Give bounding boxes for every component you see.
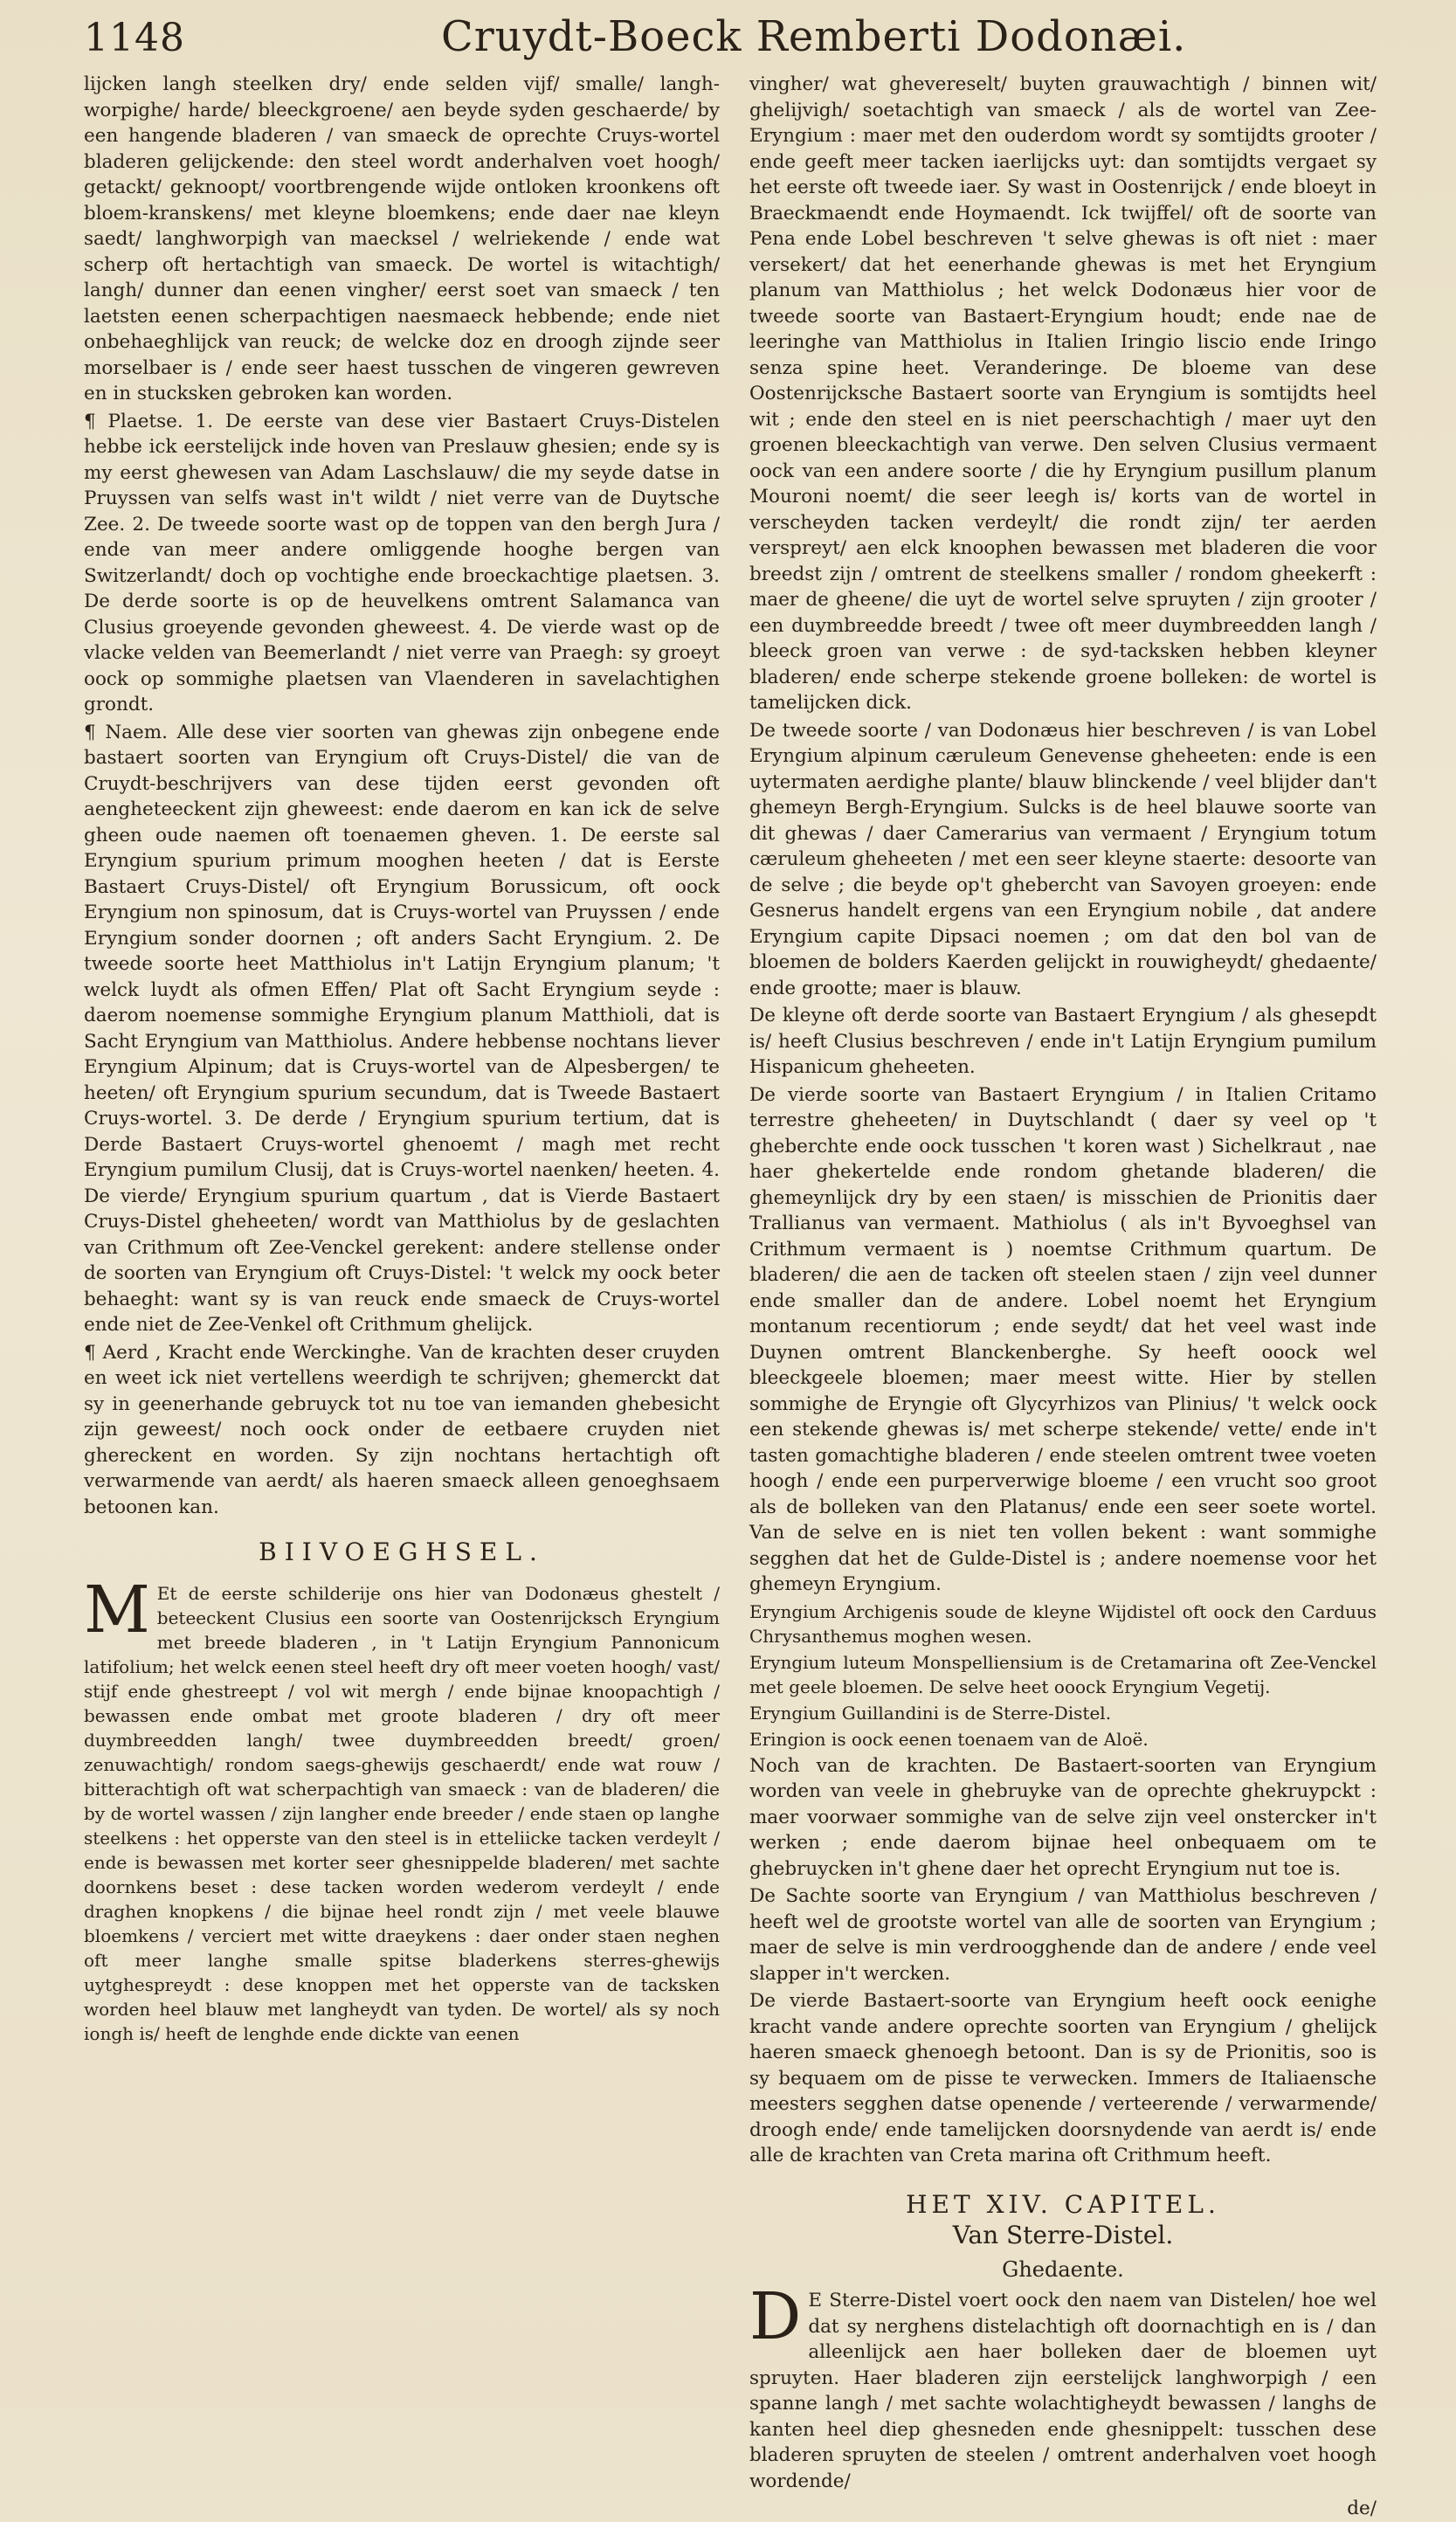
chapter-title: Van Sterre-Distel. — [952, 2221, 1174, 2249]
addendum-heading: BIIVOEGHSEL. — [259, 1537, 545, 1566]
page-number: 1148 — [84, 16, 185, 60]
properties-paragraph: ¶ Aerd , Kracht ende Werckinghe. Van de krachten deser cruyden en weet ick niet vertellens weerdigh te schrijven; ghemerckt dat sy in geenerhande gebruyck tot nu toe van iemanden ghebesicht zijn geweest/ noch oock onder de eetbaere cruyden niet ghereckent en worden. Sy zijn nochtans hertachtigh oft verwarmende van aerdt/ als haeren smaeck alleen genoeghsaem betoonen kan. — [84, 1341, 720, 1518]
left-column — [84, 72, 720, 2378]
vierde-paragraph: De vierde Bastaert-soorte van Eryngium heeft oock eenighe kracht vande andere oprechte soorten van Eryngium / ghelijck haeren smaeck ghenoegh betoont. Dan is sy de Prionitis, soo is sy bequaem om de pisse te verwecken. Immers de Italiaensche meesters segghen datse openende / verteerende / verwarmende/ droogh ende/ ende tamelijcken doorsnydende van aerdt is/ ende alle de krachten van Creta marina oft Crithmum heeft. — [749, 1990, 1377, 2166]
right-paragraph-4: De vierde soorte van Bastaert Eryngium / in Italien Critamo terrestre gheheeten/ in Duytschlandt ( daer sy veel op 't gheberchte ende oock tusschen 't koren wast ) Sichelkraut , nae haer ghekertelde ende rondom ghetande bladeren/ die ghemeynlijck dry by een staen/ is misschien de Prionitis daer Trallianus van vermaent. Mathiolus ( als in't Byvoeghsel van Crithmum vermaent is ) noemtse Crithmum quartum. De bladeren/ die aen de tacken oft steelen staen / zijn veel dunner ende smaller dan de andere. Lobel noemt het Eryngium montanum recentiorum ; ende seydt/ dat het veel wast inde Duynen omtrent Blanckenberghe. Sy heeft ooock wel bleeckgeele bloemen; maer meest witte. Hier by stellen sommighe de Eryngie oft Glycyrhizos van Plinius/ 't welck oock een stekende ghewas is/ met scherpe stekende/ vette/ ende in't tasten gomachtighe bladeren / ende steelen omtrent twee voeten hoogh / ende een purperverwige bloeme / een vrucht soo groot als de bolleken van den Platanus/ ende een seer soete wortel. Van de selve en is niet ten vollen bekent : want sommighe segghen dat het de Gulde-Distel is ; andere noemense voor het ghemeyn Eryngium. — [749, 1083, 1377, 1595]
short-line-3: Eryngium Guillandini is de Sterre-Distel. — [749, 1702, 1112, 1724]
short-line-1: Eryngium Archigenis soude de kleyne Wijdistel oft oock den Carduus Chrysanthemus moghen wesen. — [749, 1600, 1377, 1647]
addendum-paragraph — [84, 1572, 720, 2046]
running-title: Cruydt-Boeck Remberti Dodonæi. — [441, 12, 1187, 61]
name-paragraph: ¶ Naem. Alle dese vier soorten van ghewas zijn onbegene ende bastaert soorten van Eryngium oft Cruys-Distel/ die van de Cruydt-beschrijvers van dese tijden eerst gevonden oft aengheteeckent zijn gheweest: ende daerom en kan ick de selve gheen oude naemen oft toenaemen gheven. 1. De eerste sal Eryngium spurium primum mooghen heeten / dat is Eerste Bastaert Cruys-Distel/ oft Eryngium Borussicum, oft oock Eryngium non spinosum, dat is Cruys-wortel van Pruyssen / ende Eryngium sonder doornen ; oft anders Sacht Eryngium. 2. De tweede soorte heet Matthiolus in't Latijn Eryngium planum; 't welck luydt als ofmen Effen/ Plat oft Sacht Eryngium seyde : daerom noemense sommighe Eryngium planum Matthioli, dat is Sacht Eryngium van Matthiolus. Andere hebbense nochtans liever Eryngium Alpinum; dat is Cruys-wortel van de Alpesbergen/ te heeten/ oft Eryngium spurium secundum, dat is Tweede Bastaert Cruys-wortel. 3. De derde / Eryngium spurium tertium, dat is Derde Bastaert Cruys-wortel ghenoemt / magh met recht Eryngium pumilum Clusij, dat is Cruys-wortel naenken/ heeten. 4. De vierde/ Eryngium spurium quartum , dat is Vierde Bastaert Cruys-Distel gheheeten/ wordt van Matthiolus by de geslachten van Crithmum oft Zee-Venckel gerekent: andere stellense onder de soorten van Eryngium oft Cruys-Distel: 't welck my oock beter behaeght: want sy is van reuck ende smaeck de Cruys-wortel ende niet de Zee-Venkel oft Crithmum ghelijck. — [84, 721, 720, 1336]
catchword: de/ — [1347, 2498, 1377, 2519]
chapter-subhead: Ghedaente. — [1002, 2256, 1124, 2282]
short-line-4: Eringion is oock eenen toenaem van de Aloë. — [749, 1728, 1149, 1750]
chapter-heading: HET XIV. CAPITEL. — [906, 2189, 1220, 2219]
description-paragraph: lijcken langh steelken dry/ ende selden vijf/ smalle/ langh-worpighe/ harde/ bleeckgroene/ aen beyde syden geschaerde/ by een hangende bladeren / van smaeck de oprechte Cruys-wortel bladeren gelijckende: den steel wordt anderhalven voet hoogh/ getackt/ geknoopt/ voortbrengende wijde ontloken kroonkens oft bloem-kranskens/ met kleyne bloemkens; ende daer nae kleyn saedt/ langhworpigh van maecksel / welriekende / ende wat scherp oft hertachtigh van smaeck. De wortel is witachtigh/ langh/ dunner dan eenen vingher/ eerst soet van smaeck / ten laetsten eenen scherpachtigen naesmaeck hebbende; ende niet onbehaeghlijck van reuck; de welcke doz en droogh zijnde seer morselbaer is / ende seer haest tusschen de vingeren gewreven en in stucksken gebroken kan worden. — [84, 73, 720, 404]
chapter-text: E Sterre-Distel voert oock den naem van Distelen/ hoe wel dat sy nerghens distelachtigh oft doornachtigh en is / dan alleenlijck aen haer bolleken daer de bloemen uyt spruyten. Haer bladeren zijn eerstelijck langhworpigh / een spanne langh / met sachte wolachtigheydt bewassen / langhs de kanten heel diep ghesneden ende ghesnippelt: tusschen dese bladeren spruyten de steelen / omtrent anderhalven voet hoogh wordende/ — [749, 2290, 1377, 2492]
chapter-dropcap: D — [749, 2279, 802, 2354]
chapter-paragraph — [749, 2279, 1377, 2494]
short-line-2: Eryngium luteum Monspelliensium is de Cretamarina oft Zee-Venckel met geele bloemen. De selve heet ooock Eryngium Vegetij. — [749, 1651, 1377, 1697]
powers-paragraph: Noch van de krachten. De Bastaert-soorten van Eryngium worden van veele in ghebruyke van de oprechte ghekruypckt : maer voorwaer sommighe van de selve zijn veel onstercker in't werken ; ende daerom bijnae heel onbequaem om te ghebruycken in't ghene daer het oprecht Eryngium nut toe is. — [749, 1754, 1377, 1880]
running-head — [0, 12, 1456, 65]
right-paragraph-3: De kleyne oft derde soorte van Bastaert Eryngium / als ghesepdt is/ heeft Clusius beschreven / ende in't Latijn Eryngium pumilum Hispanicum gheheeten. — [749, 1005, 1377, 1078]
right-paragraph-2: De tweede soorte / van Dodonæus hier beschreven / is van Lobel Eryngium alpinum cæruleum Genevense gheheeten: ende is een uytermaten aerdighe plante/ blauw blinckende / veel blijder dan't ghemeyn Bergh-Eryngium. Sulcks is de heel blauwe soorte van dit ghewas / daer Camerarius van vermaent / Eryngium totum cæruleum gheheeten / met een seer kleyne staerte: desoorte van de selve ; die beyde op't ghebercht van Savoyen groeyen: ende Gesnerus handelt ergens van een Eryngium nobile , dat andere Eryngium capite Dipsaci noemen ; om dat den bol van de bloemen de bolders Kaerden gelijckt in rouwigheydt/ ghedaente/ ende grootte; maer is blauw. — [749, 719, 1377, 999]
sachte-paragraph: De Sachte soorte van Eryngium / van Matthiolus beschreven / heeft wel de grootste wortel van alle de soorten van Eryngium ; maer de selve is min verdroogghende dan de andere / ende veel slapper in't wercken. — [749, 1885, 1377, 1985]
place-paragraph: ¶ Plaetse. 1. De eerste van dese vier Bastaert Cruys-Distelen hebbe ick eerstelijck inde hoven van Preslauw ghesien; ende sy is my eerst ghewesen van Adam Laschslauw/ die my seyde datse in Pruyssen van selfs wast in't wildt / niet verre van de Duytsche Zee. 2. De tweede soorte wast op de toppen van den bergh Jura / ende van meer andere omliggende hooghe bergen van Switzerlandt/ doch op vochtighe ende broeckachtige plaetsen. 3. De derde soorte is op de heuvelkens omtrent Salamanca van Clusius groeyende gevonden gheweest. 4. De vierde wast op de vlacke velden van Beemerlandt / niet verre van Praegh: sy groeyt oock op sommighe plaetsen van Vlaenderen in savelachtighen grondt. — [84, 410, 720, 715]
addendum-text: Et de eerste schilderije ons hier van Dodonæus ghestelt / beteeckent Clusius een soorte van Oostenrijcksch Eryngium met breede bladeren , in 't Latijn Eryngium Pannonicum latifolium; het welck eenen steel heeft dry oft meer voeten hoogh/ vast/ stijf ende ghestreept / vol wit mergh / ende bijnae knoopachtigh / bewassen ende ombat met groote bladeren / dry oft meer duymbreedden langh/ twee duymbreedden breedt/ groen/ zenuwachtigh/ rondom saegs-ghewijs geschaerdt/ ende wat rouw / bitterachtigh oft wat scherpachtigh van smaeck : van de bladeren/ die by de wortel wassen / zijn langher ende breeder / ende staen op langhe steelkens : het opperste van den steel is in etteliicke tacken verdeylt / ende is bewassen met korter seer ghesnippelde bladeren/ met sachte doornkens beset : dese tacken worden wederom verdeylt / ende draghen knopkens / die bijnae heel rondt zijn / met veele blauwe bloemkens / verciert met witte draeykens : daer onder staen neghen oft meer langhe smalle spitse bladerkens sterres-ghewijs uytghespreydt : dese knoppen met het opperste van de tacksken worden heel blauw met langheydt van tyden. De wortel/ als sy noch iongh is/ heeft de lenghde ende dickte van eenen — [84, 1582, 720, 2044]
right-paragraph-1: vingher/ wat ghevereselt/ buyten grauwachtigh / binnen wit/ ghelijvigh/ soetachtigh van smaeck / als de wortel van Zee-Eryngium : maer met den ouderdom wordt sy somtijdts grooter / ende geeft meer tacken iaerlijcks uyt: dan somtijdts vergaet sy het eerste oft tweede iaer. Sy wast in Oostenrijck / ende bloeyt in Braeckmaendt ende Hoymaendt. Ick twijffel/ oft de soorte van Pena ende Lobel beschreven 't selve ghewas is oft niet : maer versekert/ dat het eenerhande ghewas is met het Eryngium planum van Matthiolus ; het welck Dodonæus hier voor de tweede soorte van Bastaert-Eryngium houdt; ende nae de leeringhe van Matthiolus in Italien Iringio liscio ende Iringo senza spine heet. Veranderinge. De bloeme van dese Oostenrijcksche Bastaert soorte van Eryngium is somtijdts heel wit ; ende den steel en is niet peerschachtigh / maer uyt den groenen bleeckachtigh van verwe. Den selven Clusius vermaent oock van een andere soorte / die hy Eryngium pusillum planum Mouroni noemt/ die seer leegh is/ korts van de wortel in verscheyden tacken verdeylt/ die rondt zijn/ ter aerden verspreyt/ aen elck knoophen bewassen met bladeren die voor breedst zijn / omtrent de steelkens smaller / rondom gheekerft : maer de gheene/ die uyt de wortel selve spruyten / zijn grooter / een duymbreedde breedt / twee oft meer duymbreedden langh / bleeck groen van verwe : de syd-tacksken hebben kleyner bladeren/ ende scherpe stekende groene bolleken: de wortel is tamelijcken dick. — [749, 73, 1377, 714]
right-column — [749, 72, 1377, 2519]
addendum-dropcap: M — [84, 1572, 150, 1648]
